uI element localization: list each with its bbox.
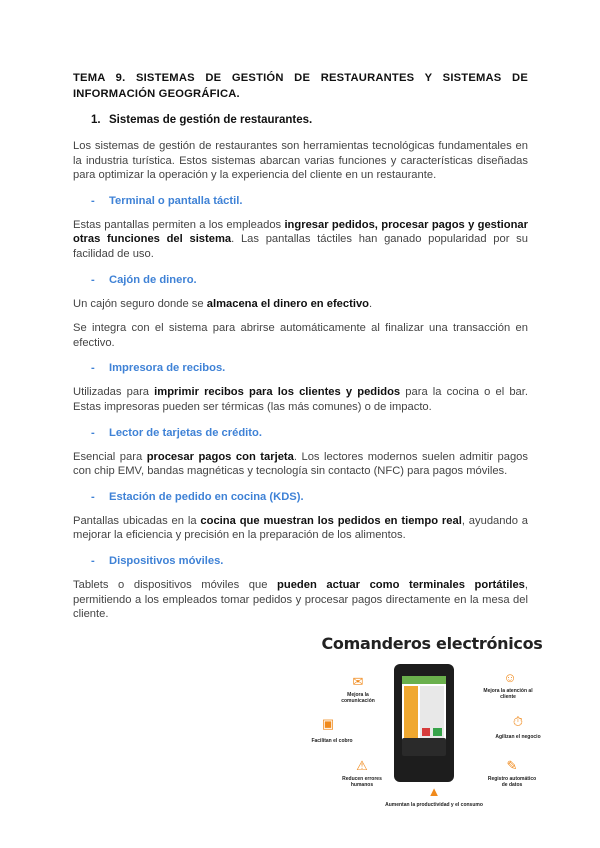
text-span: Un cajón seguro donde se <box>73 297 207 310</box>
text-span: Esencial para <box>73 450 147 463</box>
bold-span: almacena el dinero en efectivo <box>206 297 370 310</box>
bullet-heading <box>73 362 528 374</box>
item-paragraph <box>73 514 528 543</box>
feature-label: Reducen errores humanos <box>342 776 382 788</box>
text-span: . Las pantallas táctiles han ganado popularidad por su facilidad de uso. <box>73 233 528 260</box>
item-paragraph <box>73 297 528 312</box>
feature-label: Agilizan el negocio <box>495 734 541 740</box>
person-icon: ☺ <box>503 670 517 685</box>
bullet-heading-text: Estación de pedido en cocina (KDS). <box>109 490 304 503</box>
bullet-heading <box>73 195 528 207</box>
text-span: , permitiendo a los empleados tomar pedidos y procesar pagos directamente en la mesa del cliente. <box>73 578 529 621</box>
section-heading <box>73 114 528 126</box>
bullet-dash: - <box>91 554 95 567</box>
pos-device-illustration <box>394 664 454 782</box>
chat-icon: ✉ <box>352 674 364 689</box>
text-span: , ayudando a mejorar la eficiencia y precisión en la preparación de los alimentos. <box>73 514 529 542</box>
item-paragraph <box>73 450 528 479</box>
bullet-dash: - <box>91 273 95 286</box>
feature-label: Facilitan el cobro <box>311 738 353 744</box>
bullet-dash: - <box>91 362 95 375</box>
bullet-heading-text: Terminal o pantalla táctil. <box>109 194 243 207</box>
warning-icon: ⚠ <box>356 758 368 773</box>
bullet-heading-text: Cajón de dinero. <box>109 273 197 286</box>
text-span: para la cocina o el bar. Estas impresoras pueden ser térmicas (las más comunes) o de impacto. <box>73 386 528 413</box>
text-span: Tablets o dispositivos móviles que <box>73 578 278 591</box>
item-paragraph: Se integra con el sistema para abrirse automáticamente al finalizar una transacción en efectivo. <box>73 322 528 349</box>
bold-span: pueden actuar como terminales portátiles <box>277 578 525 591</box>
bullet-heading <box>73 555 528 567</box>
bullet-heading <box>73 427 528 439</box>
card-icon: ▣ <box>321 716 335 731</box>
bullet-dash: - <box>91 426 95 439</box>
infographic-image <box>311 630 550 812</box>
bullet-heading <box>73 274 528 286</box>
item-paragraph <box>73 385 528 414</box>
text-span: Estas pantallas permiten a los empleados <box>73 218 285 231</box>
feature-label: Mejora la comunicación <box>341 692 375 704</box>
item-paragraph <box>73 578 528 622</box>
text-span: . Los lectores modernos suelen admitir pagos con chip EMV, bandas magnéticas y tecnología sin contacto (NFC) para pagos móviles. <box>73 450 528 478</box>
document-page <box>73 70 528 622</box>
bullet-heading-text: Dispositivos móviles. <box>109 554 224 567</box>
document-title: TEMA 9. SISTEMAS DE GESTIÓN DE RESTAURANTES Y SISTEMAS DE INFORMACIÓN GEOGRÁFICA. <box>73 72 528 100</box>
bold-span: ingresar pedidos, procesar pagos y gestionar otras funciones del sistema <box>73 218 528 246</box>
bold-span: cocina que muestran los pedidos en tiempo real <box>200 514 462 527</box>
text-span: Pantallas ubicadas en la <box>73 514 201 527</box>
feature-label: Registro automático de datos <box>487 776 537 788</box>
feature-label: Mejora la atención al cliente <box>483 688 533 700</box>
section-label: Sistemas de gestión de restaurantes. <box>109 114 313 126</box>
text-span: . <box>369 297 373 310</box>
bold-span: procesar pagos con tarjeta <box>146 450 294 463</box>
bullet-heading-text: Impresora de recibos. <box>109 362 226 375</box>
bold-span: imprimir recibos para los clientes y pedidos <box>154 386 401 399</box>
item-paragraph <box>73 218 528 262</box>
bullet-heading-text: Lector de tarjetas de crédito. <box>109 426 262 439</box>
stopwatch-icon: ⏱ <box>512 714 524 729</box>
bullet-heading <box>73 491 528 503</box>
bullet-dash: - <box>91 194 95 207</box>
bullet-dash: - <box>91 490 95 503</box>
document-icon: ✎ <box>506 758 518 773</box>
intro-paragraph: Los sistemas de gestión de restaurantes son herramientas tecnológicas fundamentales en la industria turística. Estos sistemas abarcan varias funciones y características diseñadas para optimizar la operación y la experiencia del cliente en un restaurante. <box>73 140 528 182</box>
text-span: Utilizadas para <box>73 386 155 399</box>
device-screen <box>402 676 446 746</box>
infographic-title: Comanderos electrónicos <box>321 634 543 653</box>
printer-illustration <box>402 738 446 756</box>
feature-label: Aumentan la productividad y el consumo <box>385 802 483 808</box>
chart-icon: ▲ <box>427 784 441 799</box>
section-number: 1. <box>91 114 101 126</box>
